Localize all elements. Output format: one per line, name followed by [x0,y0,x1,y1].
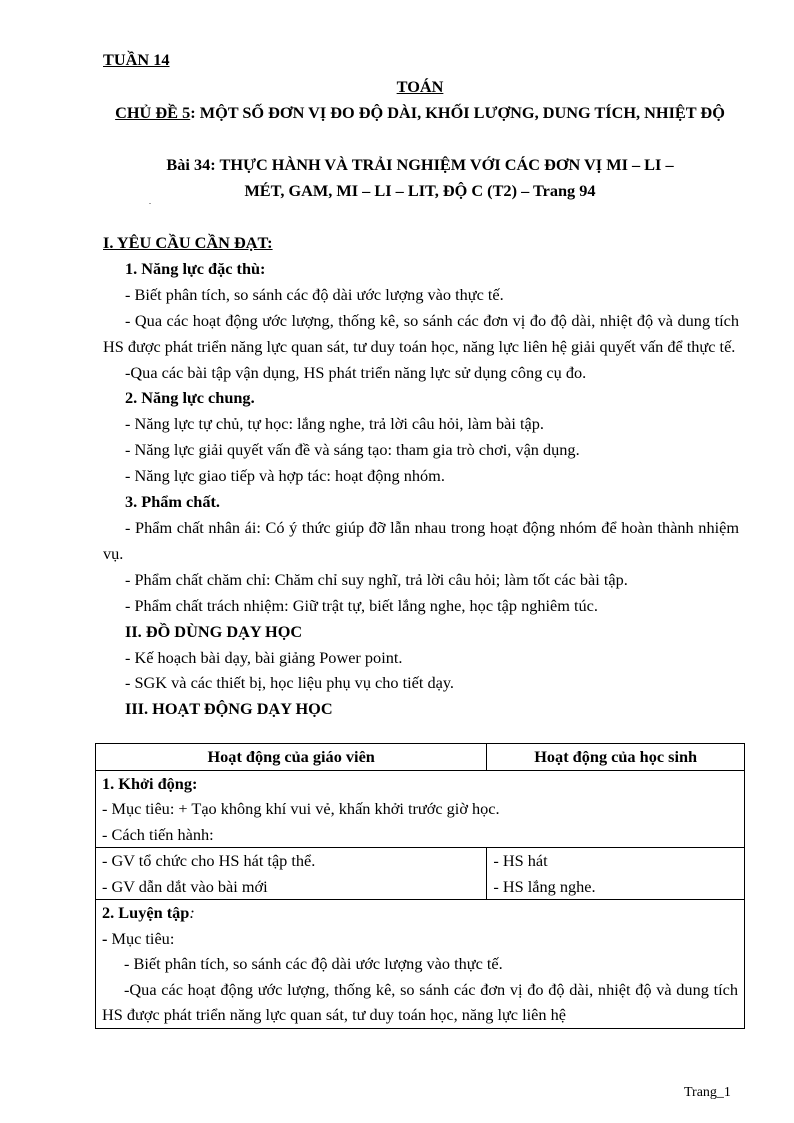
teacher-step: - GV dẫn dắt vào bài mới [102,876,268,896]
list-item: - Phẩm chất nhân ái: Có ý thức giúp đỡ lẫn nhau trong hoạt động nhóm để hoàn thành nhiệm vụ. [103,517,739,563]
student-activity-cell [487,848,745,900]
list-item: - Năng lực giao tiếp và hợp tác: hoạt động nhóm. [125,466,445,486]
table-row [96,848,745,900]
list-item: -Qua các hoạt động ước lượng, thống kê, so sánh các đơn vị đo độ dài, nhiệt độ và dung tích HS được phát triển năng lực quan sát, tư duy toán học, năng lực liên hệ [102,979,738,1024]
list-item: - SGK và các thiết bị, học liệu phụ vụ cho tiết dạy. [125,673,455,693]
warmup-cell [96,770,745,848]
practice-goal-line [102,926,738,952]
table-row [96,900,745,1029]
list-item: - Biết phân tích, so sánh các độ dài ước lượng vào thực tế. [125,284,504,304]
practice-goal: Mục tiêu: [107,928,175,948]
subject-title: TOÁN [396,77,444,96]
practice-colon: : [189,903,195,922]
column-header-teacher: Hoạt động của giáo viên [96,744,487,771]
lesson-body [103,230,739,722]
list-item: - Năng lực tự chủ, tự học: lắng nghe, trả lời câu hỏi, làm bài tập. [125,414,544,434]
stray-dot: . [149,197,151,206]
section-requirements-title: I. YÊU CẦU CẦN ĐẠT: [103,233,273,252]
list-item: - Kế hoạch bài dạy, bài giảng Power point. [125,647,403,667]
subsection-qualities: 3. Phẩm chất. [125,492,220,512]
section-activities-title: III. HOẠT ĐỘNG DẠY HỌC [125,699,333,719]
topic-text: : MỘT SỐ ĐƠN VỊ ĐO ĐỘ DÀI, KHỐI LƯỢNG, DUNG TÍCH, NHIỆT ĐỘ [190,103,725,122]
lesson-title [100,152,740,204]
warmup-title: 1. Khởi động: [102,773,198,793]
practice-title: 2. Luyện tập [102,903,190,922]
activities-table [95,743,745,1029]
warmup-goal: - Mục tiêu: + Tạo không khí vui vẻ, khấn khởi trước giờ học. [102,799,500,818]
list-item: - Biết phân tích, so sánh các độ dài ước lượng vào thực tế. [124,954,503,973]
student-step: - HS lắng nghe. [493,876,596,896]
subsection-general-competence: 2. Năng lực chung. [125,388,255,408]
teacher-step: - GV tổ chức cho HS hát tập thể. [102,851,316,870]
week-label: TUẦN 14 [103,50,170,69]
practice-cell [96,900,745,1029]
column-header-student: Hoạt động của học sinh [487,744,745,771]
student-step: - HS hát [493,851,548,870]
warmup-method: - Cách tiến hành: [102,824,214,844]
teacher-activity-cell [96,848,487,900]
subsection-specific-competence: 1. Năng lực đặc thù: [125,258,266,278]
list-item: - Năng lực giải quyết vấn đề và sáng tạo: tham gia trò chơi, vận dụng. [125,440,580,460]
topic-title [100,100,740,126]
practice-goal-dash: - [102,928,108,948]
lesson-title-line1: Bài 34: THỰC HÀNH VÀ TRẢI NGHIỆM VỚI CÁC ĐƠN VỊ MI – LI – [166,155,674,174]
table-row [96,770,745,848]
lesson-title-line2: MÉT, GAM, MI – LI – LIT, ĐỘ C (T2) – Trang 94 [244,181,596,200]
topic-label: CHỦ ĐỀ 5 [115,103,191,122]
list-item: - Qua các hoạt động ước lượng, thống kê, so sánh các đơn vị đo độ dài, nhiệt độ và dung tích HS được phát triển năng lực quan sát, tư duy toán học, năng lực liên hệ giải quyết vấn để thực tế. [103,310,739,356]
section-materials-title: II. ĐỒ DÙNG DẠY HỌC [125,621,303,641]
practice-title-line [102,900,738,926]
list-item: -Qua các bài tập vận dụng, HS phát triển năng lực sử dụng công cụ đo. [125,362,587,382]
table-header-row [96,744,745,771]
list-item: - Phẩm chất trách nhiệm: Giữ trật tự, biết lắng nghe, học tập nghiêm túc. [125,595,598,615]
page-number: Trang_1 [684,1085,731,1100]
list-item: - Phẩm chất chăm chỉ: Chăm chỉ suy nghĩ, trả lời câu hỏi; làm tốt các bài tập. [125,569,628,589]
